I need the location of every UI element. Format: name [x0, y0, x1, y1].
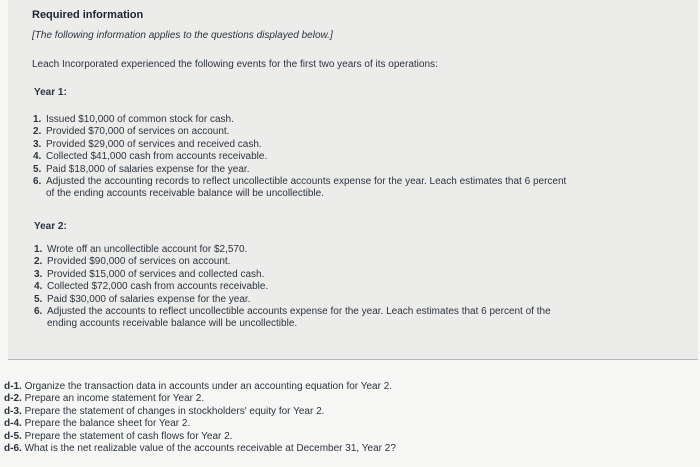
year-2-event: [34, 281, 551, 293]
question-number: d-4.: [4, 418, 22, 430]
year-2-event: [34, 306, 551, 331]
question-item: [4, 406, 396, 418]
year-1-event: [33, 139, 566, 151]
question-text: Prepare the statement of cash flows for Year 2.: [24, 430, 233, 442]
event-text: Paid $30,000 of salaries expense for the year.: [47, 293, 251, 305]
year-1-event-list: [33, 114, 566, 201]
question-item: [4, 443, 396, 455]
intro-text: Leach Incorporated experienced the following events for the first two years of its operations:: [32, 59, 438, 70]
event-text: Collected $41,000 cash from accounts receivable.: [46, 151, 268, 163]
event-number: 3.: [33, 138, 42, 150]
event-number: 1.: [33, 114, 42, 125]
question-text: Prepare the balance sheet for Year 2.: [24, 418, 191, 430]
year-1-label: Year 1:: [34, 87, 67, 98]
event-number: 5.: [33, 163, 42, 175]
year-1-event: [33, 151, 566, 163]
question-number: d-6.: [4, 443, 22, 455]
year-2-event: [34, 244, 551, 256]
event-number: 6.: [33, 176, 42, 188]
year-2-event: [34, 269, 551, 281]
year-2-event: [34, 294, 551, 306]
event-text: Provided $70,000 of services on account.: [46, 126, 230, 138]
question-text: Prepare an income statement for Year 2.: [24, 393, 205, 405]
event-text: Provided $15,000 of services and collected cash.: [47, 268, 265, 280]
event-text: Adjusted the accounts to reflect uncollectible accounts expense for the year. Leach estimates that 6 percent of the ending accounts receivable balance will be uncollectible.: [47, 306, 551, 330]
event-text: Adjusted the accounting records to reflect uncollectible accounts expense for the year. Leach estimates that 6 percent of the ending accounts receivable balance will be uncollectible.: [46, 176, 567, 200]
question-item: [4, 393, 396, 405]
question-list: [4, 381, 396, 455]
event-text: Wrote off an uncollectible account for $2,570.: [47, 244, 248, 255]
event-number: 3.: [34, 268, 43, 280]
year-2-event-list: [34, 244, 551, 331]
event-number: 4.: [33, 151, 42, 163]
required-information-heading: Required information: [32, 9, 144, 21]
event-text: Provided $29,000 of services and received cash.: [46, 138, 262, 150]
event-number: 6.: [34, 306, 43, 318]
year-1-event: [33, 176, 566, 201]
question-number: d-1.: [4, 381, 22, 392]
event-text: Paid $18,000 of salaries expense for the year.: [46, 163, 250, 175]
question-text: Prepare the statement of changes in stockholders' equity for Year 2.: [24, 405, 325, 417]
year-2-event: [34, 256, 551, 268]
question-text: Organize the transaction data in accounts under an accounting equation for Year 2.: [24, 381, 393, 392]
event-number: 4.: [34, 281, 43, 293]
question-item: [4, 418, 396, 430]
event-text: Issued $10,000 of common stock for cash.: [46, 114, 234, 125]
event-text: Collected $72,000 cash from accounts receivable.: [47, 281, 269, 293]
event-number: 2.: [34, 256, 43, 268]
question-item: [4, 431, 396, 443]
event-text: Provided $90,000 of services on account.: [47, 256, 231, 268]
event-number: 5.: [34, 293, 43, 305]
question-item: [4, 381, 396, 393]
year-1-event: [33, 126, 566, 138]
year-1-event: [33, 164, 566, 176]
year-2-label: Year 2:: [34, 221, 67, 232]
question-text: What is the net realizable value of the accounts receivable at December 31, Year 2?: [24, 443, 396, 455]
event-number: 1.: [34, 244, 43, 255]
applies-note: [The following information applies to the questions displayed below.]: [32, 30, 333, 41]
event-number: 2.: [33, 126, 42, 138]
question-number: d-3.: [4, 405, 22, 417]
question-number: d-5.: [4, 430, 22, 442]
question-number: d-2.: [4, 393, 22, 405]
year-1-event: [33, 114, 566, 126]
